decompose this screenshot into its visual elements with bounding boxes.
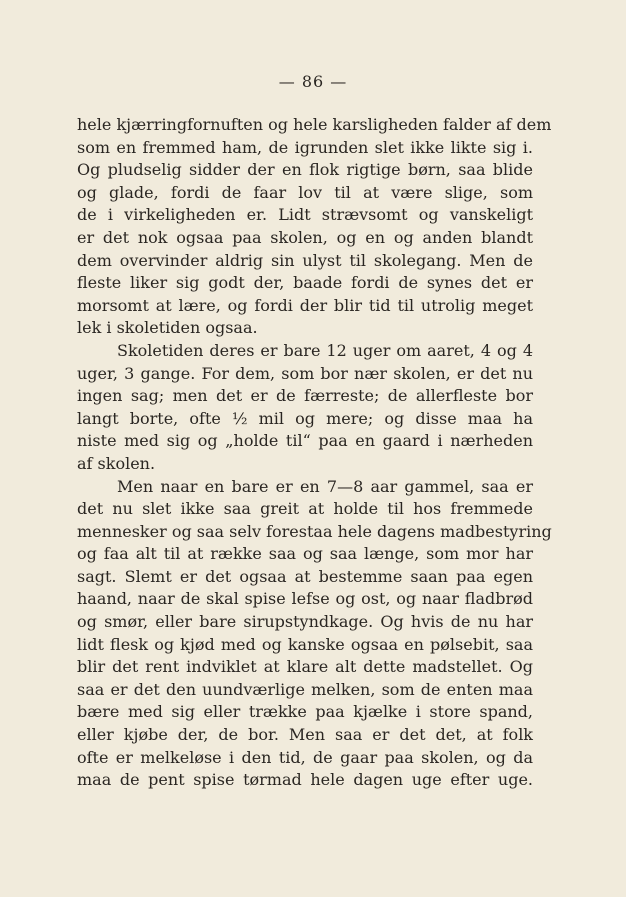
page-number: — 86 — — [278, 72, 348, 91]
text-line: er det nok ogsaa paa skolen, og en og anden blandt — [77, 227, 533, 247]
text-line: sagt. Slemt er det ogsaa at bestemme saan paa egen — [77, 566, 533, 586]
text-line: fleste liker sig godt der, baade fordi de synes det er — [77, 273, 533, 293]
text-line: som en fremmed ham, de igrunden slet ikke likte sig i. — [77, 137, 533, 157]
text-line: lek i skoletiden ogsaa. — [77, 318, 258, 338]
text-line: uger, 3 gange. For dem, som bor nær skolen, er det nu — [77, 363, 533, 383]
text-line: ofte er melkeløse i den tid, de gaar paa skolen, og da — [77, 747, 533, 767]
text-line: mennesker og saa selv forestaa hele dagens madbestyring — [77, 521, 552, 541]
text-line: Men naar en bare er en 7—8 aar gammel, saa er — [117, 476, 533, 496]
text-line: eller kjøbe der, de bor. Men saa er det det, at folk — [77, 725, 533, 745]
text-line: ingen sag; men det er de færreste; de allerfleste bor — [77, 386, 533, 406]
text-line: niste med sig og „holde til“ paa en gaard i nærheden — [77, 431, 533, 451]
text-line: saa er det den uundværlige melken, som de enten maa — [77, 679, 533, 699]
text-line: og smør, eller bare sirupstyndkage. Og hvis de nu har — [77, 612, 533, 632]
text-line: langt borte, ofte ½ mil og mere; og disse maa ha — [77, 408, 533, 428]
text-line: hele kjærringfornuften og hele karsligheden falder af dem — [77, 115, 552, 134]
text-line: lidt flesk og kjød med og kanske ogsaa en pølsebit, saa — [77, 634, 533, 654]
text-line: de i virkeligheden er. Lidt strævsomt og vanskeligt — [77, 205, 533, 225]
text-line: det nu slet ikke saa greit at holde til hos fremmede — [77, 499, 533, 519]
body-text — [77, 114, 552, 792]
text-line: Og pludselig sidder der en flok rigtige børn, saa blide — [77, 160, 533, 180]
text-line: og faa alt til at række saa og saa længe, som mor har — [77, 544, 533, 564]
text-line: Skoletiden deres er bare 12 uger om aaret, 4 og 4 — [117, 340, 533, 360]
text-line: og glade, fordi de faar lov til at være slige, som — [77, 182, 533, 202]
text-line: af skolen. — [77, 453, 156, 473]
text-line: bære med sig eller trække paa kjælke i store spand, — [77, 702, 533, 722]
text-line: maa de pent spise tørmad hele dagen uge efter uge. — [77, 770, 533, 790]
text-line: blir det rent indviklet at klare alt dette madstellet. Og — [77, 657, 533, 677]
text-line: haand, naar de skal spise lefse og ost, og naar fladbrød — [77, 589, 533, 609]
text-line: dem overvinder aldrig sin ulyst til skolegang. Men de — [77, 250, 533, 270]
text-line: morsomt at lære, og fordi der blir tid til utrolig meget — [77, 295, 533, 315]
